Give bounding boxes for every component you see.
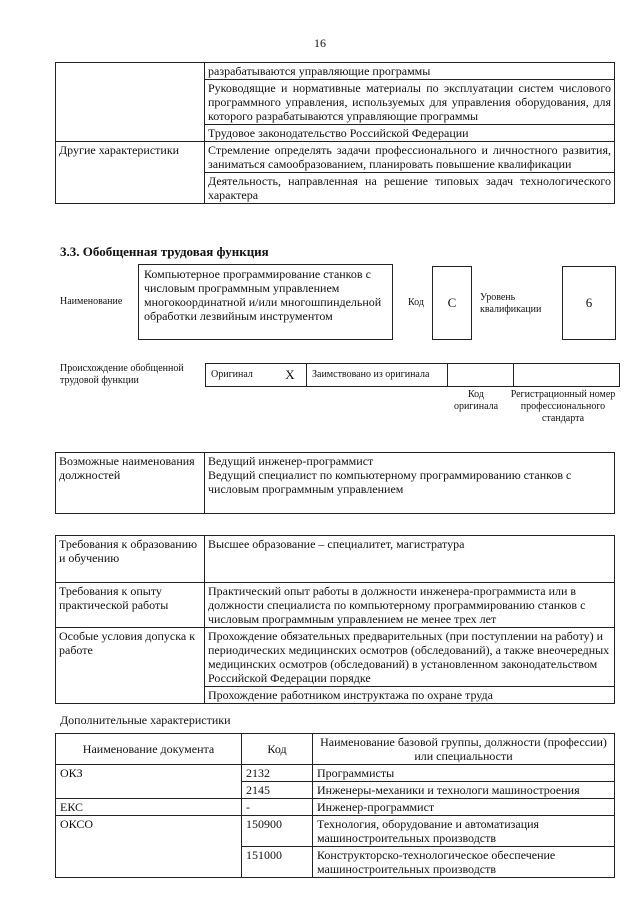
table-cell: Стремление определять задачи профессионального и личностного развития, заниматься самообразованием, планировать повышение квалификации: [205, 142, 615, 173]
name-cell: Технология, оборудование и автоматизация машиностроительных производств: [313, 816, 615, 847]
origin-table: [205, 363, 620, 387]
table-cell: Трудовое законодательство Российской Федерации: [205, 125, 615, 142]
table-row: [56, 816, 615, 847]
additional-table: [55, 733, 615, 878]
original-label: Оригинал: [206, 364, 275, 387]
table-cell: Руководящие и нормативные материалы по эксплуатации систем числового программного управления, используемых для управления оборудования, для которого разрабатываются управляющие программы: [205, 80, 615, 125]
original-code-cell: [448, 364, 514, 387]
original-code-caption: Код оригинала: [453, 389, 499, 412]
table-header-row: [56, 734, 615, 765]
row-label: [56, 63, 205, 142]
name-cell: Инженеры-механики и технологи машиностроения: [313, 782, 615, 799]
requirements-table: [55, 535, 615, 704]
origin-label: Происхождение обобщенной трудовой функции: [60, 363, 184, 386]
code-value-box: C: [432, 266, 472, 340]
requirement-label: Требования к образованию и обучению: [56, 536, 205, 583]
positions-values: [205, 453, 615, 514]
doc-cell: ОКЗ: [56, 765, 242, 799]
level-label: Уровень квалификации: [480, 292, 542, 315]
table-row: [56, 628, 615, 687]
position-item: Ведущий специалист по компьютерному программированию станков с числовым программным управлением: [208, 468, 572, 496]
requirement-value: Высшее образование – специалитет, магистратура: [205, 536, 615, 583]
requirement-value: Практический опыт работы в должности инженера-программиста или в должности специалиста по компьютерному программированию станков с числовым программным управлением не менее трех лет: [205, 583, 615, 628]
code-label: Код: [408, 297, 424, 308]
doc-cell: ОКСО: [56, 816, 242, 878]
requirement-label: Особые условия допуска к работе: [56, 628, 205, 704]
additional-title: Дополнительные характеристики: [60, 713, 231, 727]
name-cell: Инженер-программист: [313, 799, 615, 816]
table-cell: Деятельность, направленная на решение типовых задач технологического характера: [205, 173, 615, 204]
table-cell: разрабатываются управляющие программы: [205, 63, 615, 80]
positions-label: Возможные наименования должностей: [56, 453, 205, 514]
original-mark: X: [274, 364, 307, 387]
level-value-box: 6: [562, 266, 616, 340]
doc-cell: ЕКС: [56, 799, 242, 816]
column-header: Наименование документа: [56, 734, 242, 765]
borrowed-label: Заимствовано из оригинала: [307, 364, 448, 387]
section-title: 3.3. Обобщенная трудовая функция: [60, 244, 269, 259]
registration-number-cell: [514, 364, 620, 387]
column-header: Наименование базовой группы, должности (профессии) или специальности: [313, 734, 615, 765]
column-header: Код: [242, 734, 313, 765]
positions-table: [55, 452, 615, 514]
code-cell: 2145: [242, 782, 313, 799]
table-row: [56, 536, 615, 583]
requirement-value: Прохождение обязательных предварительных (при поступлении на работу) и периодических медицинских осмотров (обследований), а также внеочередных медицинских осмотров (обследований) в установленном законодательством Российской Федерации порядке: [205, 628, 615, 687]
name-cell: Конструкторско-технологическое обеспечение машиностроительных производств: [313, 847, 615, 878]
registration-caption: Регистрационный номер профессионального стандарта: [510, 389, 616, 424]
table-row: [56, 142, 615, 173]
code-cell: 151000: [242, 847, 313, 878]
code-cell: -: [242, 799, 313, 816]
name-cell: Программисты: [313, 765, 615, 782]
table-row: [56, 63, 615, 80]
page-number: 16: [314, 36, 326, 50]
code-cell: 150900: [242, 816, 313, 847]
requirement-value: Прохождение работником инструктажа по охране труда: [205, 687, 615, 704]
name-label: Наименование: [60, 296, 123, 307]
table-row: [56, 799, 615, 816]
row-label: Другие характеристики: [56, 142, 205, 204]
function-name-box: Компьютерное программирование станков с числовым программным управлением многокоординатной и/или многошпиндельной обработки лезвийным инструментом: [138, 264, 393, 340]
table-row: [56, 583, 615, 628]
table-row: [56, 765, 615, 782]
requirement-label: Требования к опыту практической работы: [56, 583, 205, 628]
labor-actions-table: [55, 62, 615, 204]
code-cell: 2132: [242, 765, 313, 782]
position-item: Ведущий инженер-программист: [208, 454, 374, 468]
